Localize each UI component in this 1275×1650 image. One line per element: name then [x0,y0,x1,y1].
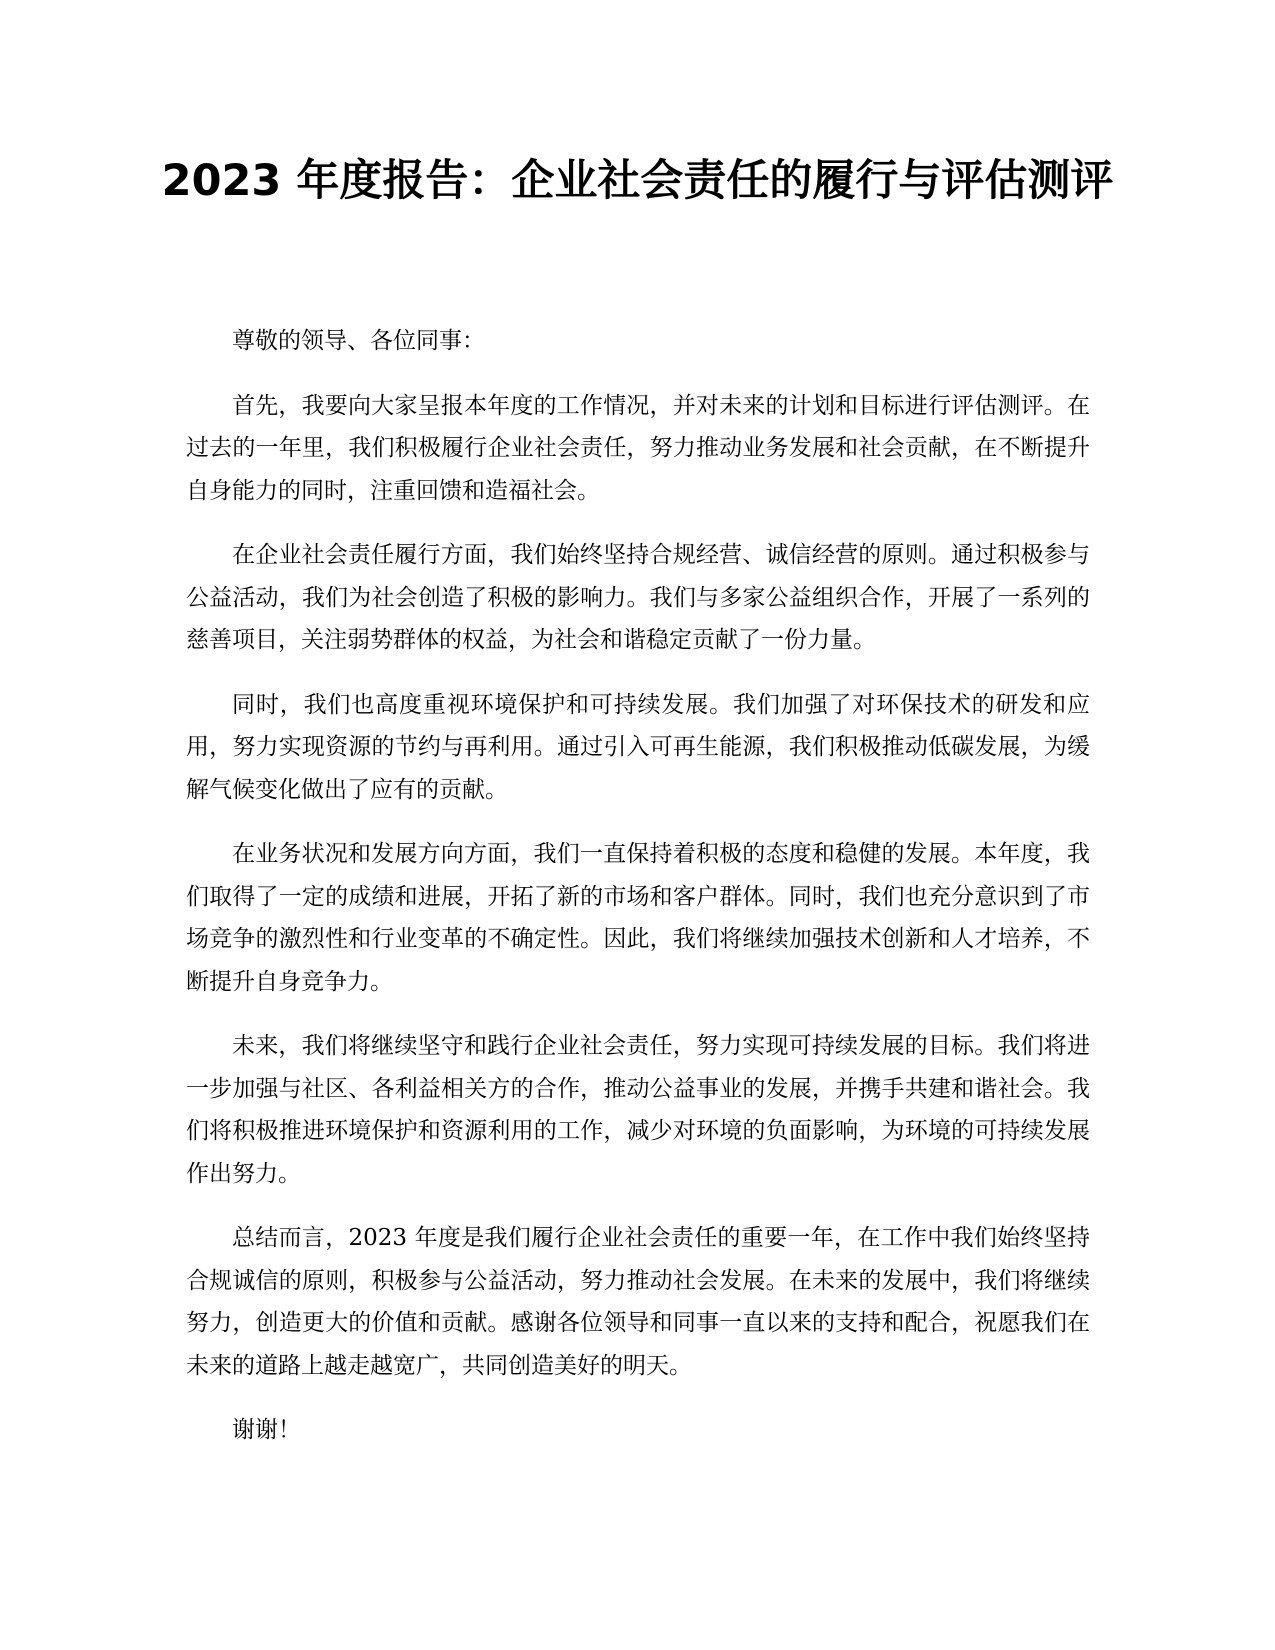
document-title: 2023 年度报告：企业社会责任的履行与评估测评 [161,156,1114,206]
paragraph: 首先，我要向大家呈报本年度的工作情况，并对未来的计划和目标进行评估测评。在过去的一年里，我们积极履行企业社会责任，努力推动业务发展和社会贡献，在不断提升自身能力的同时，注重回馈和造福社会。 [186,392,1090,504]
paragraph: 在企业社会责任履行方面，我们始终坚持合规经营、诚信经营的原则。通过积极参与公益活动，我们为社会创造了积极的影响力。我们与多家公益组织合作，开展了一系列的慈善项目，关注弱势群体的权益，为社会和谐稳定贡献了一份力量。 [186,542,1090,653]
document-body [186,320,1090,1474]
paragraph: 总结而言，2023 年度是我们履行企业社会责任的重要一年，在工作中我们始终坚持合规诚信的原则，积极参与公益活动，努力推动社会发展。在未来的发展中，我们将继续努力，创造更大的价值和贡献。感谢各位领导和同事一直以来的支持和配合，祝愿我们在未来的道路上越走越宽广，共同创造美好的明天。 [186,1225,1090,1379]
paragraph: 同时，我们也高度重视环境保护和可持续发展。我们加强了对环保技术的研发和应用，努力实现资源的节约与再利用。通过引入可再生能源，我们积极推动低碳发展，为缓解气候变化做出了应有的贡献。 [186,691,1090,803]
paragraph-closing: 谢谢！ [232,1417,301,1443]
paragraph-salutation: 尊敬的领导、各位同事： [232,328,485,354]
paragraph: 在业务状况和发展方向方面，我们一直保持着积极的态度和稳健的发展。本年度，我们取得了一定的成绩和进展，开拓了新的市场和客户群体。同时，我们也充分意识到了市场竞争的激烈性和行业变革的不确定性。因此，我们将继续加强技术创新和人才培养，不断提升自身竞争力。 [186,841,1090,995]
paragraph: 未来，我们将继续坚守和践行企业社会责任，努力实现可持续发展的目标。我们将进一步加强与社区、各利益相关方的合作，推动公益事业的发展，并携手共建和谐社会。我们将积极推进环境保护和资源利用的工作，减少对环境的负面影响，为环境的可持续发展作出努力。 [186,1033,1090,1187]
